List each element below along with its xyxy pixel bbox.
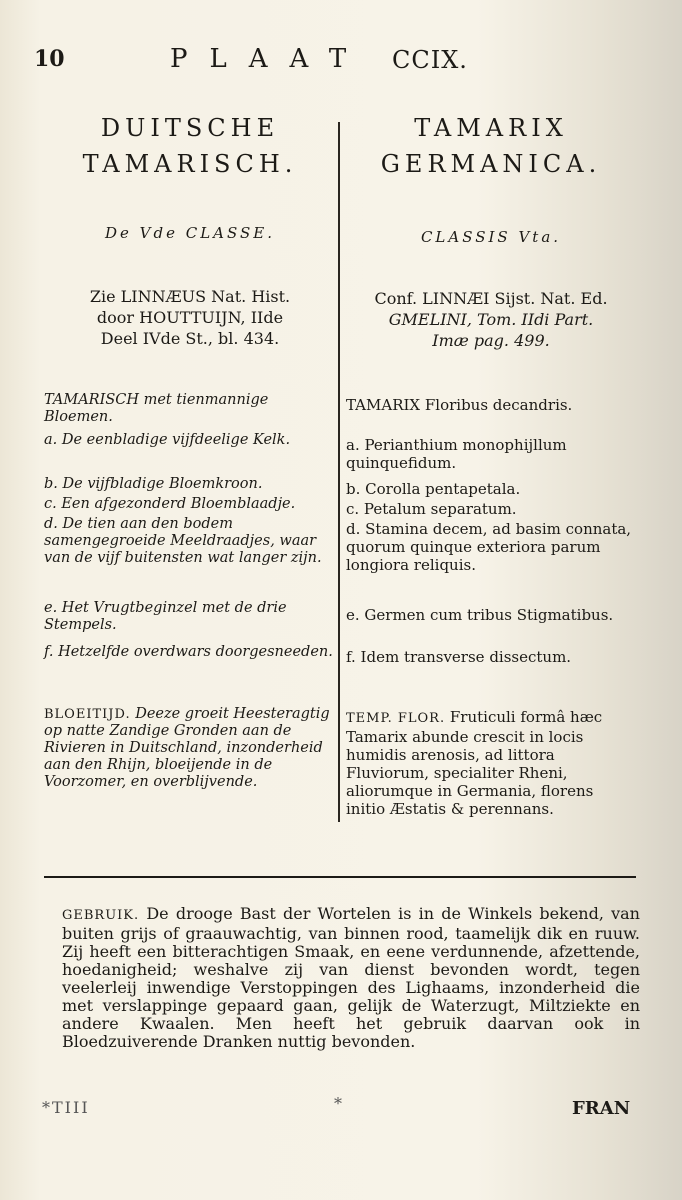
right-title bbox=[346, 110, 636, 182]
left-reference bbox=[44, 286, 336, 349]
right-classis: CLASSIS Vta. bbox=[420, 228, 562, 246]
right-ref-line2: GMELINI, Tom. IIdi Part. bbox=[388, 310, 594, 329]
left-title-line2: TAMARISCH. bbox=[82, 150, 298, 178]
temp-flor-text: Fruticuli formâ hæc Tamarix abunde crescit in locis humidis arenosis, ad littora Fluviorum, specialiter Rheni, aliorumque in Germania, florens initio Æstatis & perennans. bbox=[346, 708, 603, 818]
right-title-line2: GERMANICA. bbox=[380, 150, 602, 178]
gebruik-text: De drooge Bast der Wortelen is in de Winkels bekend, van buiten grijs of graauwachtig, van binnen rood, taamelijk dik en ruuw. Zij heeft een bitterachtigen Smaak, en eene verdunnende, afzettende, hoedanigheid; weshalve zij van dienst bevonden wordt, tegen veelerleij inwendige Verstoppingen des Lighaams, inzonderheid die met verslappinge gepaard gaan, gelijk de Waterzugt, Miltziekte en andere Kwaalen. Men heeft het gebruik daarvan ook in Bloedzuiverende Dranken nuttig bevonden. bbox=[62, 904, 640, 1051]
catchword: FRAN bbox=[572, 1098, 631, 1119]
left-classe: De Vde CLASSE. bbox=[104, 224, 276, 242]
gebruik-label: GEBRUIK. bbox=[62, 908, 140, 923]
signature-mark: *TIII bbox=[42, 1098, 90, 1117]
left-item: c. Een afgezonderd Bloemblaadje. bbox=[44, 496, 296, 512]
left-item: a. De eenbladige vijfdeelige Kelk. bbox=[44, 432, 291, 448]
right-item: d. Stamina decem, ad basim connata, quorum quinque exteriora parum longiora reliquis. bbox=[346, 520, 632, 574]
left-item: e. Het Vrugtbeginzel met de drie Stempels. bbox=[44, 600, 287, 633]
running-title: PLAAT bbox=[170, 44, 369, 74]
left-bloeitijd bbox=[44, 706, 336, 791]
plate-number: CCIX. bbox=[392, 46, 468, 74]
right-item: TAMARIX Floribus decandris. bbox=[346, 396, 573, 414]
left-title-line1: DUITSCHE bbox=[100, 114, 280, 142]
temp-flor-label: TEMP. FLOR. bbox=[346, 711, 446, 726]
left-item: f. Hetzelfde overdwars doorgesneeden. bbox=[44, 644, 333, 660]
right-item: e. Germen cum tribus Stigmatibus. bbox=[346, 606, 614, 624]
horizontal-rule bbox=[44, 876, 636, 878]
right-ref-line1: Conf. LINNÆI Sijst. Nat. Ed. bbox=[374, 289, 608, 308]
bloeitijd-label: BLOEITIJD. bbox=[44, 707, 131, 722]
page-number: 10 bbox=[34, 46, 65, 72]
right-item: b. Corolla pentapetala. bbox=[346, 480, 521, 498]
right-item: a. Perianthium monophijllum quinquefidum. bbox=[346, 436, 567, 472]
right-item: f. Idem transverse dissectum. bbox=[346, 648, 572, 666]
left-item: TAMARISCH met tienmannige Bloemen. bbox=[44, 392, 269, 425]
bloeitijd-text: Deeze groeit Heesteragtig op natte Zandige Gronden aan de Rivieren in Duitschland, inzonderheid aan den Rhijn, bloeijende in de Voorzomer, en overblijvende. bbox=[44, 706, 330, 790]
right-temp-flor bbox=[346, 708, 636, 818]
left-ref-line2: door HOUTTUIJN, IIde bbox=[96, 308, 284, 327]
right-reference bbox=[346, 288, 636, 351]
ornament-mark: * bbox=[334, 1094, 342, 1113]
left-item: b. De vijfbladige Bloemkroon. bbox=[44, 476, 263, 492]
left-ref-line3: Deel IVde St., bl. 434. bbox=[100, 329, 280, 348]
right-title-line1: TAMARIX bbox=[414, 114, 568, 142]
right-ref-line3: Imæ pag. 499. bbox=[432, 331, 550, 350]
column-divider bbox=[338, 122, 340, 822]
left-item: d. De tien aan den bodem samengegroeide Meeldraadjes, waar van de vijf buitensten wat langer zijn. bbox=[44, 516, 322, 566]
left-ref-line1: Zie LINNÆUS Nat. Hist. bbox=[89, 287, 291, 306]
left-title bbox=[44, 110, 336, 182]
gebruik-paragraph bbox=[62, 905, 640, 1051]
right-item: c. Petalum separatum. bbox=[346, 500, 517, 518]
